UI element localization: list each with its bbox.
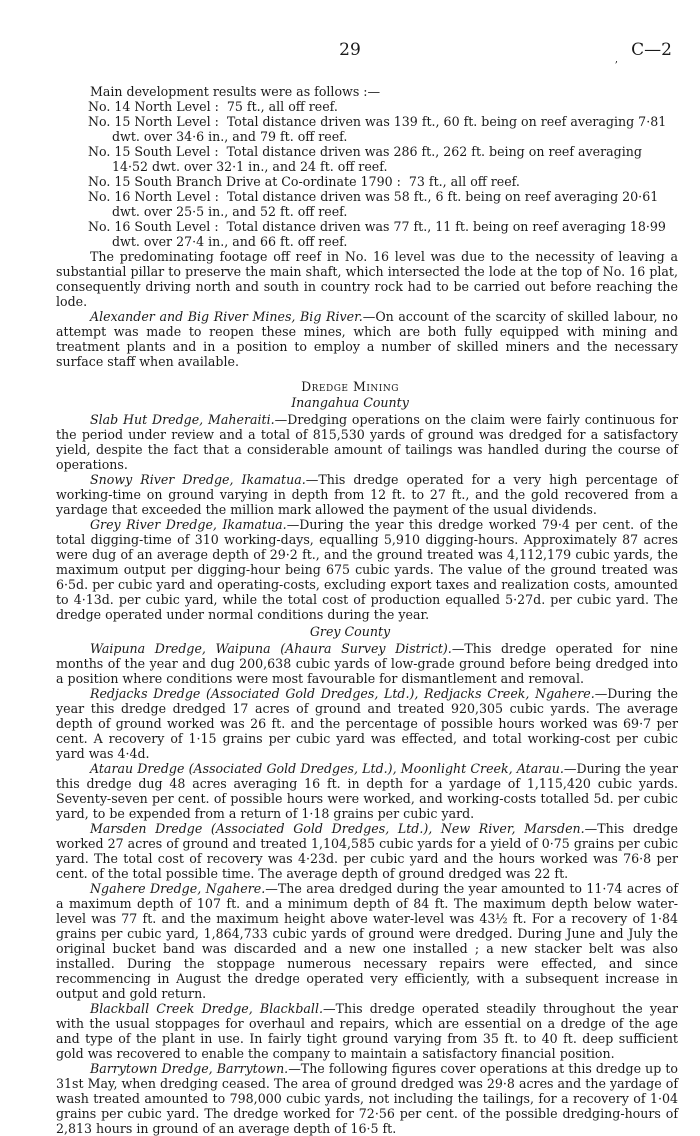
inangahua-section <box>56 412 678 622</box>
county-heading-inangahua: Inangahua County <box>291 395 409 410</box>
dredge-paragraph: Atarau Dredge (Associated Gold Dredges, Ltd.), Moonlight Creek, Atarau.—During the year this dredge dug 48 acres averaging 16 ft. in depth for a yardage of 1,115,420 cubic yards. Seventy-seven per cent. of possible hours were worked, and working-costs totalled 5d. per cubic yard, to be expended from a return of 1·18 grains per cubic yard. <box>56 761 679 821</box>
grey-section <box>56 641 678 1136</box>
dredge-paragraph: Redjacks Dredge (Associated Gold Dredges, Ltd.), Redjacks Creek, Ngahere.—During the year this dredge dredged 17 acres of ground and treated 920,305 cubic yards. The average depth of ground worked was 26 ft. and the percentage of possible hours worked was 69·7 per cent. A recovery of 1·15 grains per cubic yard was effected, and total working-cost per cubic yard was 4·4d. <box>56 686 678 761</box>
intro-paragraph: Main development results were as follows :— <box>90 84 381 99</box>
dredge-paragraph: Snowy River Dredge, Ikamatua.—This dredge operated for a very high percentage of working-time on ground varying in depth from 12 ft. to 27 ft., and the gold recovered from a yardage that exceeded the million mark allowed the payment of the usual dividends. <box>56 472 678 517</box>
dredge-paragraph: Ngahere Dredge, Ngahere.—The area dredged during the year amounted to 11·74 acres of a maximum depth of 107 ft. and a minimum depth of 84 ft. The maximum depth below water-level was 77 ft. and the maximum height above water-level was 43½ ft. For a recovery of 1·84 grains per cubic yard, 1,864,733 cubic yards of ground were dredged. During June and July the original bucket band was discarded and a new one installed ; a new stacker belt was also installed. During the stoppage numerous necessary repairs were effected, and since recommencing in August the dredge operated very efficiently, with a subsequent increase in output and gold return. <box>56 881 678 1001</box>
development-section <box>56 84 678 369</box>
dredge-paragraph: Blackball Creek Dredge, Blackball.—This dredge operated steadily throughout the year with the usual stoppages for overhaul and repairs, which are essential on a dredge of the age and type of the plant in use. In fairly tight ground varying from 35 ft. to 40 ft. deep sufficient gold was recovered to enable the company to maintain a satisfactory financial position. <box>56 1001 678 1061</box>
header-mark: , <box>614 54 618 65</box>
dredge-paragraph: Grey River Dredge, Ikamatua.—During the year this dredge worked 79·4 per cent. of the total digging-time of 310 working-days, equalling 5,910 digging-hours. Approximately 87 acres were dug of an average depth of 29·2 ft., and the ground treated was 4,112,179 cubic yards, the maximum output per digging-hour being 675 cubic yards. The value of the ground treated was 6·5d. per cubic yard and operating-costs, excluding export taxes and realization costs, amounted to 4·13d. per cubic yard, while the total cost of production equalled 5·27d. per cubic yard. The dredge operated under normal conditions during the year. <box>56 517 678 622</box>
list-item: No. 15 South Branch Drive at Co-ordinate 1790 : 73 ft., all off reef. <box>88 174 520 189</box>
alexander-paragraph: Alexander and Big River Mines, Big River.—On account of the scarcity of skilled labour, no attempt was made to reopen these mines, which are both fully equipped with mining and treatment plants and in a position to employ a number of skilled miners and the necessary surface staff when available. <box>56 309 678 369</box>
section-heading: Dredge Mining <box>301 379 399 394</box>
list-item: No. 14 North Level : 75 ft., all off reef. <box>88 99 338 114</box>
page-number: 29 <box>339 40 361 60</box>
list-item: No. 16 North Level : Total distance driven was 58 ft., 6 ft. being on reef averaging 20·61 dwt. over 25·5 in., and 52 ft. off reef. <box>88 189 659 219</box>
results-list <box>56 99 678 249</box>
dredge-paragraph: Waipuna Dredge, Waipuna (Ahaura Survey District).—This dredge operated for nine months of the year and dug 200,638 cubic yards of low-grade ground before being dredged into a position where conditions were most favourable for dismantlement and removal. <box>56 641 678 686</box>
county-heading-grey: Grey County <box>309 624 391 639</box>
document-code: C—2 <box>631 40 672 60</box>
list-item: No. 16 South Level : Total distance driven was 77 ft., 11 ft. being on reef averaging 18·99 dwt. over 27·4 in., and 66 ft. off reef. <box>88 219 666 249</box>
list-item: No. 15 South Level : Total distance driven was 286 ft., 262 ft. being on reef averaging 14·52 dwt. over 32·1 in., and 24 ft. off reef. <box>88 144 642 174</box>
predominating-paragraph: The predominating footage off reef in No. 16 level was due to the necessity of leaving a substantial pillar to preserve the main shaft, which intersected the lode at the top of No. 16 plat, consequently driving north and south in country rock had to be carried out before reaching the lode. <box>56 249 678 309</box>
list-item: No. 15 North Level : Total distance driven was 139 ft., 60 ft. being on reef averaging 7·81 dwt. over 34·6 in., and 79 ft. off reef. <box>88 114 667 144</box>
dredge-paragraph: Barrytown Dredge, Barrytown.—The following figures cover operations at this dredge up to 31st May, when dredging ceased. The area of ground dredged was 29·8 acres and the yardage of wash treated amounted to 798,000 cubic yards, not including the tailings, for a recovery of 1·04 grains per cubic yard. The dredge worked for 72·56 per cent. of the possible dredging-hours of 2,813 hours in ground of an average depth of 16·5 ft. <box>56 1061 678 1136</box>
dredge-paragraph: Marsden Dredge (Associated Gold Dredges, Ltd.), New River, Marsden.—This dredge worked 27 acres of ground and treated 1,104,585 cubic yards for a yield of 0·75 grains per cubic yard. The total cost of recovery was 4·23d. per cubic yard and the hours worked was 76·8 per cent. of the total possible time. The average depth of ground dredged was 22 ft. <box>56 821 678 881</box>
dredge-paragraph: Slab Hut Dredge, Maheraiti.—Dredging operations on the claim were fairly continuous for the period under review and a total of 815,530 yards of ground was dredged for a satisfactory yield, despite the fact that a considerable amount of tailings was handled during the course of operations. <box>56 412 678 472</box>
